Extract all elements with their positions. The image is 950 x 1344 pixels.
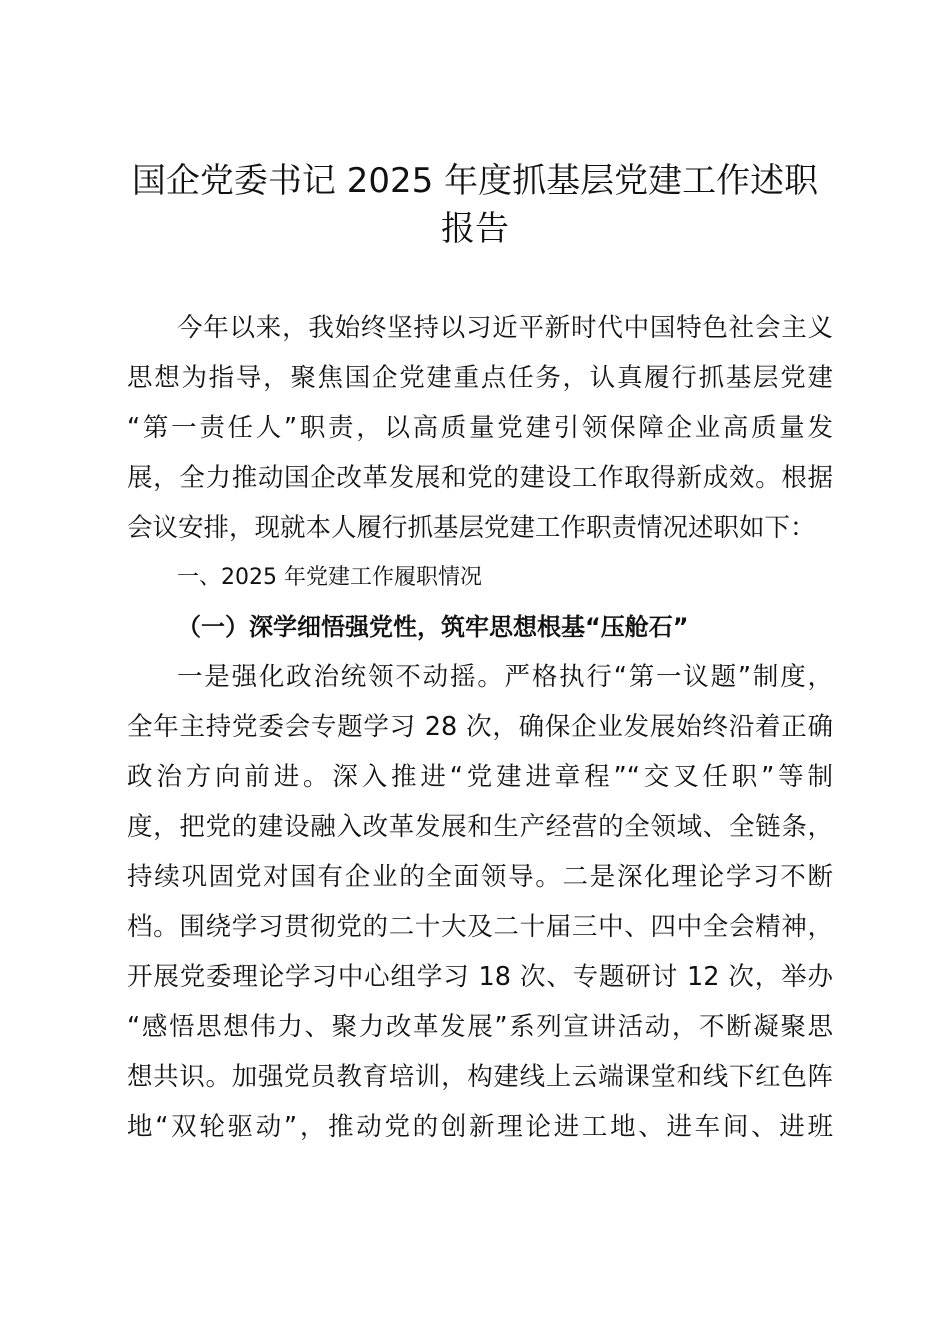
body-line-9: 想共识。加强党员教育培训，构建线上云端课堂和线下红色阵 — [127, 1062, 833, 1092]
body-line-1: 一是强化政治统领不动摇。严格执行“第一议题”制度， — [177, 662, 833, 692]
body-line-7: 开展党委理论学习中心组学习 18 次、专题研讨 12 次，举办 — [127, 962, 833, 992]
subsection-heading: （一）深学细悟强党性，筑牢思想根基“压舱石” — [177, 613, 689, 641]
body-line-5: 持续巩固党对国有企业的全面领导。二是深化理论学习不断 — [127, 862, 833, 892]
body-line-6: 档。围绕学习贯彻党的二十大及二十届三中、四中全会精神， — [127, 912, 833, 942]
section-heading: 一、2025 年党建工作履职情况 — [177, 565, 482, 590]
body-line-8: “感悟思想伟力、聚力改革发展”系列宣讲活动，不断凝聚思 — [127, 1012, 833, 1042]
document-title-line-2: 报告 — [441, 209, 509, 249]
intro-line-5: 会议安排，现就本人履行抓基层党建工作职责情况述职如下： — [127, 513, 816, 543]
intro-line-2: 思想为指导，聚焦国企党建重点任务，认真履行抓基层党建 — [127, 363, 833, 393]
intro-line-1: 今年以来，我始终坚持以习近平新时代中国特色社会主义 — [177, 313, 833, 343]
document-title-line-1: 国企党委书记 2025 年度抓基层党建工作述职 — [131, 161, 819, 201]
body-line-2: 全年主持党委会专题学习 28 次，确保企业发展始终沿着正确 — [127, 712, 833, 742]
body-line-10: 地“双轮驱动”，推动党的创新理论进工地、进车间、进班 — [127, 1112, 833, 1142]
body-line-4: 度，把党的建设融入改革发展和生产经营的全领域、全链条， — [127, 812, 833, 842]
body-line-3: 政治方向前进。深入推进“党建进章程”“交叉任职”等制 — [127, 762, 833, 792]
intro-line-3: “第一责任人”职责，以高质量党建引领保障企业高质量发 — [127, 413, 833, 443]
intro-line-4: 展，全力推动国企改革发展和党的建设工作取得新成效。根据 — [127, 463, 833, 493]
